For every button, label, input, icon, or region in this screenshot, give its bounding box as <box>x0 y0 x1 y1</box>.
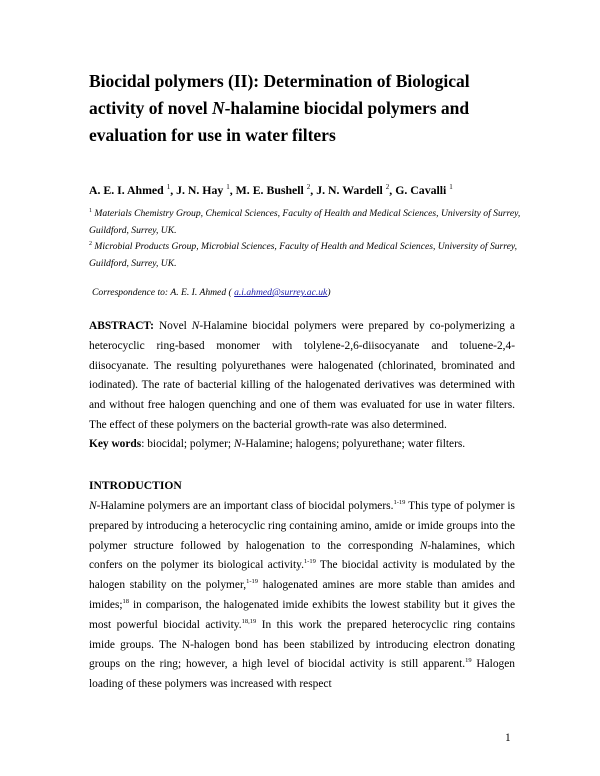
affiliation-2 <box>89 236 521 272</box>
introduction-paragraph <box>89 497 515 695</box>
intro-italic-n: N <box>419 539 428 552</box>
keywords-italic-n: N <box>233 438 242 450</box>
affiliation-mark: 2 <box>89 241 92 247</box>
introduction-heading: INTRODUCTION <box>89 479 182 492</box>
correspondence-suffix: ) <box>327 287 331 298</box>
author-affiliation-mark: 1 <box>166 183 171 191</box>
intro-text: Halogen loading of these polymers was increased with respect <box>89 658 515 691</box>
correspondence-line <box>92 286 331 300</box>
author-affiliation-mark: 2 <box>306 183 311 191</box>
author-name: G. Cavalli <box>395 182 447 197</box>
abstract-italic-n: N <box>191 320 200 332</box>
affiliation-1 <box>89 203 521 239</box>
author-separator: , <box>389 182 396 197</box>
author-name: A. E. I. Ahmed <box>89 182 164 197</box>
author-name: M. E. Bushell <box>235 182 304 197</box>
citation-ref: 18 <box>122 598 130 606</box>
keywords-line <box>89 435 515 455</box>
title-text: Biocidal polymers (II): Determination of Biological activity of novel <box>89 71 470 118</box>
keywords-label: Key words <box>89 438 142 450</box>
title-italic-n: N <box>211 98 225 118</box>
citation-ref: 1-19 <box>303 558 316 566</box>
abstract-text: Novel <box>153 320 192 332</box>
citation-ref: 1-19 <box>393 499 406 507</box>
author-name: J. N. Hay <box>176 182 224 197</box>
citation-ref: 1-19 <box>246 578 259 586</box>
intro-text: In this work the prepared heterocyclic ring contains imide groups. The N-halogen bond has been stabilized by introducing electron donating groups on the ring; however, a high level of biocidal activity is still apparent. <box>89 618 515 671</box>
affiliation-text: Materials Chemistry Group, Chemical Sciences, Faculty of Health and Medical Sciences, University of Surrey, Guildford, Surrey, UK. <box>89 208 521 237</box>
abstract-text-continued: -Halamine biocidal polymers were prepared by co-polymerizing a heterocyclic ring-based monomer with tolylene-2,6-diisocyanate and toluene-2,4-diisocyanate. The resulting polyurethanes were halogenated (chlorinated, brominated and iodinated). The rate of bacterial killing of the halogenated derivatives was determined with and without free halogen quenching and one of them was evaluated for use in water filters. The effect of these polymers on the bacterial growth-rate was also determined. <box>89 320 515 431</box>
intro-text: -halamines, which confers on the polymer its biological activity. <box>89 539 515 572</box>
email-link[interactable]: a.i.ahmed@surrey.ac.uk <box>234 287 328 298</box>
abstract-paragraph <box>89 317 515 436</box>
intro-text: in comparison, the halogenated imide exhibits the lowest stability but it gives the most powerful biocidal activity. <box>89 598 515 631</box>
intro-text: This type of polymer is prepared by introducing a heterocyclic ring containing amino, amide or imide groups into the polymer structure followed by halogenation to the corresponding <box>89 500 515 552</box>
page-number: 1 <box>505 732 511 744</box>
intro-text: The biocidal activity is modulated by the halogen stability on the polymer, <box>89 559 515 592</box>
title-text-continued: -halamine biocidal polymers and evaluation for use in water filters <box>89 98 470 145</box>
author-separator: , <box>229 182 236 197</box>
keywords-text-continued: -Halamine; halogens; polyurethane; water filters. <box>241 438 466 450</box>
abstract-label: ABSTRACT: <box>89 320 154 332</box>
affiliation-mark: 1 <box>89 208 92 214</box>
intro-italic-n: N <box>89 500 97 512</box>
citation-ref: 19 <box>465 657 472 665</box>
author-list <box>89 179 529 198</box>
author-separator: , <box>170 182 177 197</box>
keywords-text: : biocidal; polymer; <box>141 438 234 450</box>
correspondence-prefix: Correspondence to: A. E. I. Ahmed ( <box>92 287 235 298</box>
author-affiliation-mark: 1 <box>449 183 453 191</box>
author-name: J. N. Wardell <box>316 182 383 197</box>
citation-ref: 18,19 <box>241 617 257 625</box>
intro-text: -Halamine polymers are an important class of biocidal polymers. <box>96 500 394 512</box>
author-affiliation-mark: 2 <box>385 183 390 191</box>
paper-title <box>89 68 529 149</box>
intro-text: halogenated amines are more stable than amides and imides; <box>89 579 515 611</box>
author-separator: , <box>310 182 317 197</box>
author-affiliation-mark: 1 <box>226 183 230 191</box>
affiliation-text: Microbial Products Group, Microbial Sciences, Faculty of Health and Medical Sciences, University of Surrey, Guildford, Surrey, UK. <box>89 241 518 270</box>
